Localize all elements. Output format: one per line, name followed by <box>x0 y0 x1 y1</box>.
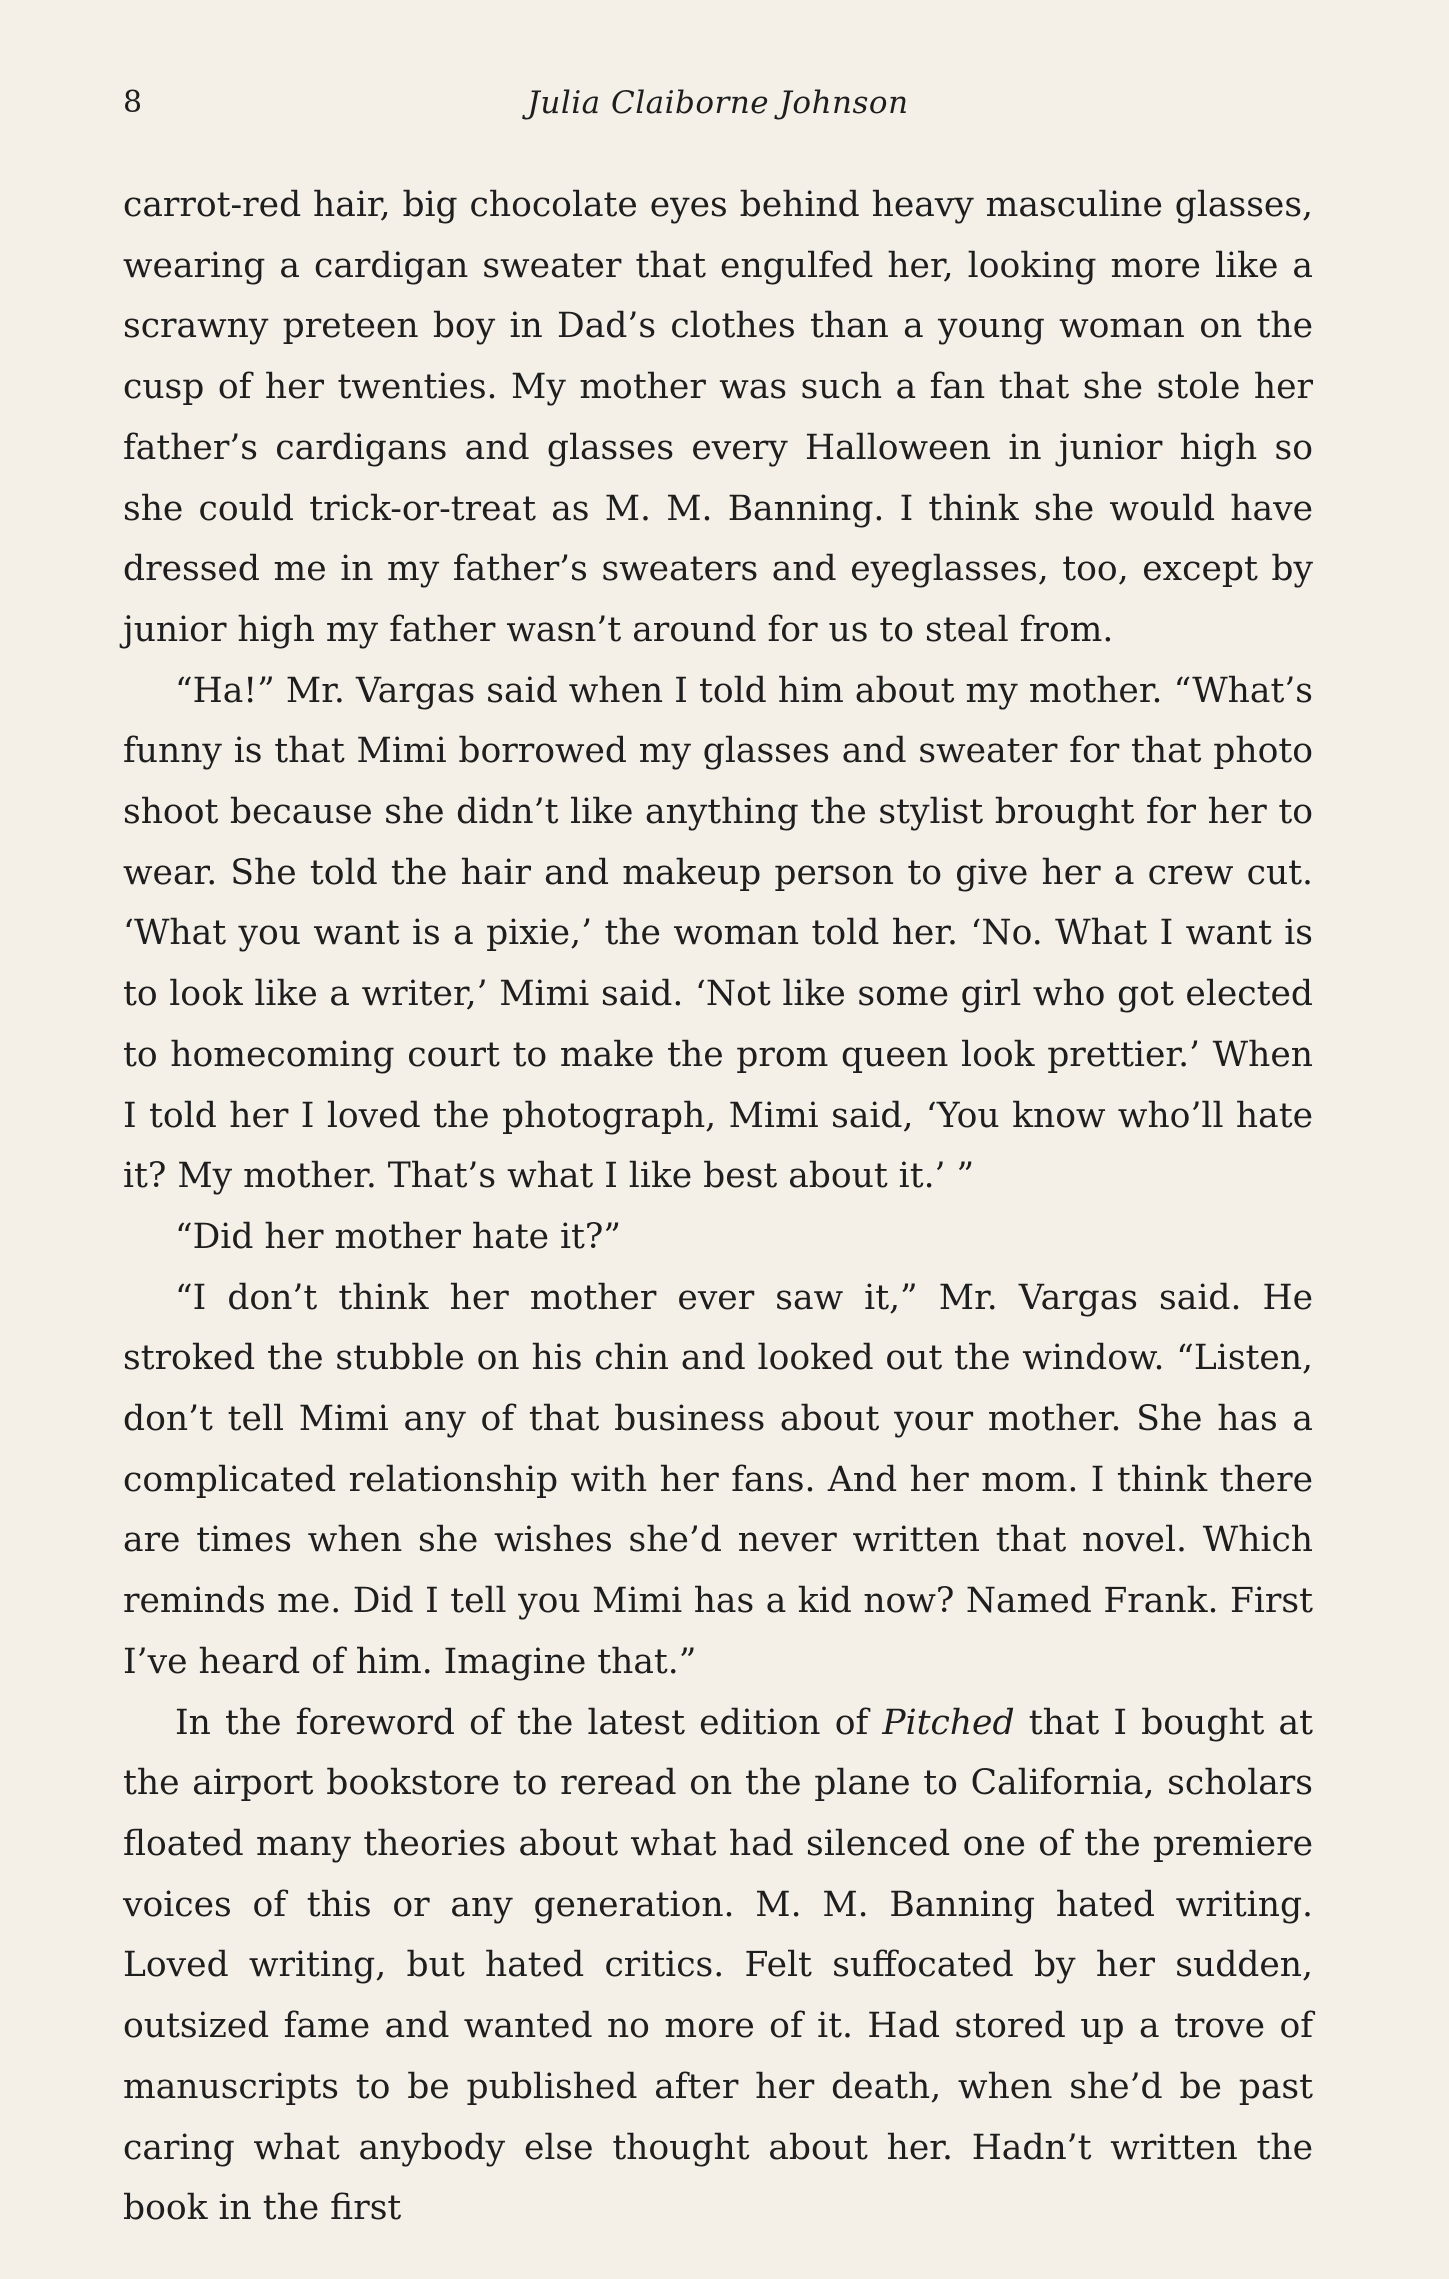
paragraph-text: that I bought at the airport bookstore to reread on the plane to California, scholars floated many theories about what had silenced one of the premiere voices of this or any generation. M. M. Banning hated writing. Loved writing, but hated critics. Felt suffocated by her sudden, outsized fame and wanted no more of it. Had stored up a trove of manuscripts to be published after her death, when she’d be past caring what anybody else thought about her. Hadn’t written the book in the first <box>123 1702 1313 2229</box>
body-text <box>123 175 1313 2239</box>
paragraph-foreword <box>123 1693 1313 2239</box>
page-number: 8 <box>123 85 143 120</box>
running-head-author: Julia Claiborne Johnson <box>527 85 909 121</box>
paragraph: “Did her mother hate it?” <box>175 1216 621 1257</box>
paragraph-text: In the foreword of the latest edition of <box>175 1702 883 1743</box>
book-title: Pitched <box>882 1702 1015 1743</box>
paragraph-continued: carrot-red hair, big chocolate eyes behind heavy masculine glasses, wearing a cardigan sweater that engulfed her, looking more like a scrawny preteen boy in Dad’s clothes than a young woman on the cusp of her twenties. My mother was such a fan that she stole her father’s cardigans and glasses every Halloween in junior high so she could trick-or-treat as M. M. Banning. I think she would have dressed me in my father’s sweaters and eyeglasses, too, except by junior high my father wasn’t around for us to steal from. <box>123 185 1313 650</box>
paragraph: “Ha!” Mr. Vargas said when I told him about my mother. “What’s funny is that Mimi borrowed my glasses and sweater for that photo shoot because she didn’t like anything the stylist brought for her to wear. She told the hair and makeup person to give her a crew cut. ‘What you want is a pixie,’ the woman told her. ‘No. What I want is to look like a writer,’ Mimi said. ‘Not like some girl who got elected to homecoming court to make the prom queen look prettier.’ When I told her I loved the photograph, Mimi said, ‘You know who’ll hate it? My mother. That’s what I like best about it.’ ” <box>123 670 1313 1197</box>
running-head <box>123 78 1313 128</box>
paragraph: “I don’t think her mother ever saw it,” Mr. Vargas said. He stroked the stubble on his chin and looked out the window. “Listen, don’t tell Mimi any of that business about your mother. She has a complicated relationship with her fans. And her mom. I think there are times when she wishes she’d never written that novel. Which reminds me. Did I tell you Mimi has a kid now? Named Frank. First I’ve heard of him. Imagine that.” <box>123 1277 1313 1682</box>
